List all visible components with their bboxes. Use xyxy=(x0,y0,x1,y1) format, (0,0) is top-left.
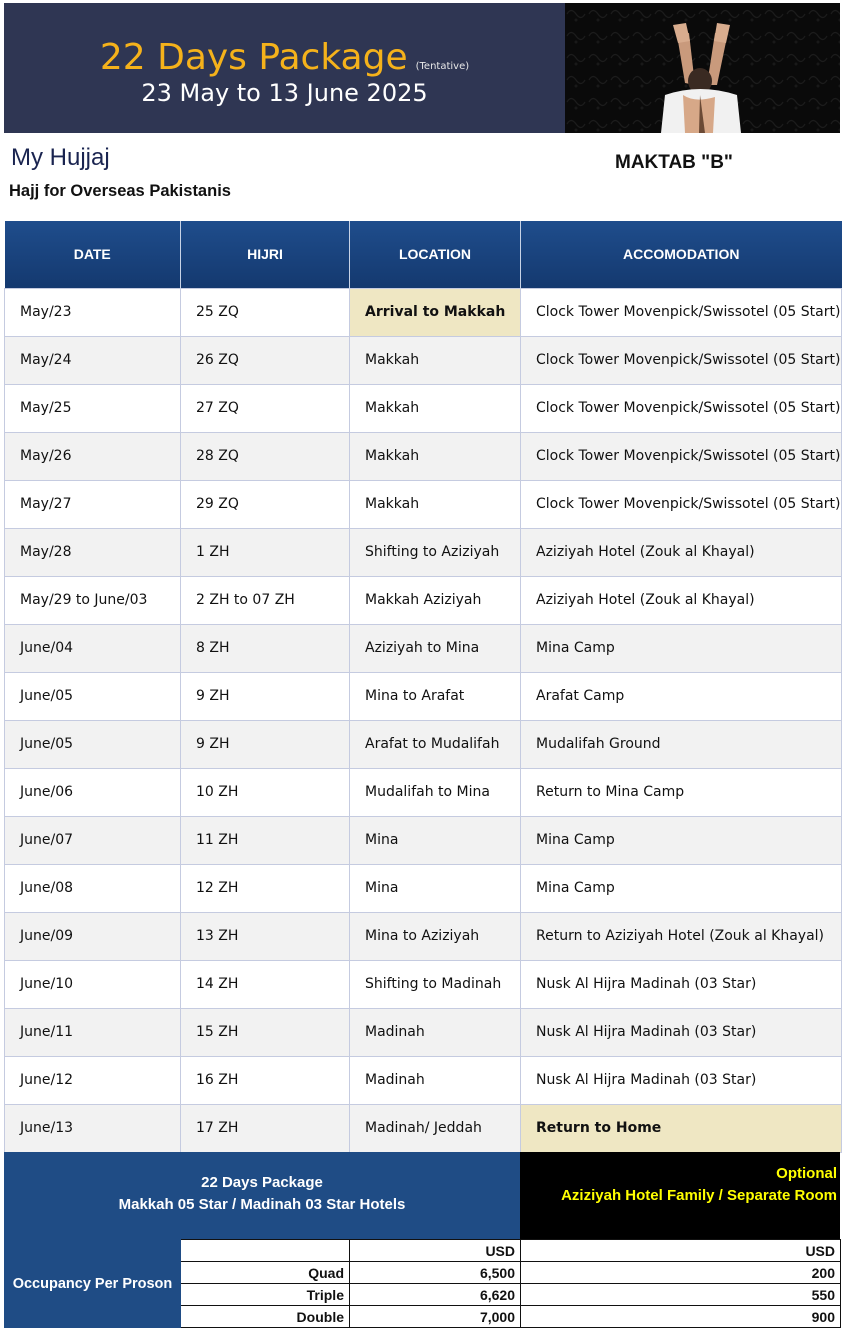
date-cell: May/25 xyxy=(5,384,181,432)
col-header-accommodation: ACCOMODATION xyxy=(521,221,842,288)
package-summary xyxy=(4,1152,520,1239)
table-row xyxy=(5,384,842,432)
table-row xyxy=(5,1056,842,1104)
room-type-cell: Double xyxy=(181,1306,350,1328)
table-row xyxy=(5,864,842,912)
optional-price-cell: 550 xyxy=(521,1284,841,1306)
hijri-cell: 9 ZH xyxy=(181,720,350,768)
package-summary-hotels: Makkah 05 Star / Madinah 03 Star Hotels xyxy=(118,1196,406,1213)
location-cell: Madinah xyxy=(350,1056,521,1104)
currency-optional: USD xyxy=(521,1240,841,1262)
optional-summary xyxy=(520,1152,840,1239)
date-cell: May/26 xyxy=(5,432,181,480)
pilgrim-kaaba-photo xyxy=(565,3,840,133)
date-cell: June/10 xyxy=(5,960,181,1008)
location-cell: Arafat to Mudalifah xyxy=(350,720,521,768)
banner-text-panel xyxy=(4,3,565,133)
pilgrim-illustration xyxy=(565,3,840,133)
location-cell: Mina xyxy=(350,816,521,864)
col-header-date: DATE xyxy=(5,221,181,288)
date-cell: June/05 xyxy=(5,672,181,720)
table-row xyxy=(5,288,842,336)
hijri-cell: 13 ZH xyxy=(181,912,350,960)
location-cell: Makkah xyxy=(350,480,521,528)
table-row xyxy=(5,672,842,720)
table-row xyxy=(5,1008,842,1056)
date-cell: June/06 xyxy=(5,768,181,816)
pricing-currency-row xyxy=(5,1240,841,1262)
optional-price-cell: 900 xyxy=(521,1306,841,1328)
table-row xyxy=(5,960,842,1008)
location-cell: Makkah xyxy=(350,384,521,432)
accommodation-cell: Mina Camp xyxy=(521,816,842,864)
date-cell: June/12 xyxy=(5,1056,181,1104)
table-row xyxy=(5,480,842,528)
package-dates: 23 May to 13 June 2025 xyxy=(141,79,428,107)
hijri-cell: 9 ZH xyxy=(181,672,350,720)
table-row xyxy=(5,768,842,816)
hijri-cell: 27 ZQ xyxy=(181,384,350,432)
currency-main: USD xyxy=(350,1240,521,1262)
room-type-cell xyxy=(181,1240,350,1262)
pricing-table xyxy=(4,1239,841,1328)
hijri-cell: 11 ZH xyxy=(181,816,350,864)
hijri-cell: 14 ZH xyxy=(181,960,350,1008)
col-header-hijri: HIJRI xyxy=(181,221,350,288)
accommodation-cell: Clock Tower Movenpick/Swissotel (05 Start) xyxy=(521,432,842,480)
price-cell: 6,500 xyxy=(350,1262,521,1284)
optional-description: Aziziyah Hotel Family / Separate Room xyxy=(561,1187,837,1204)
itinerary-header-row xyxy=(5,221,842,288)
date-cell: May/24 xyxy=(5,336,181,384)
hijri-cell: 1 ZH xyxy=(181,528,350,576)
hijri-cell: 29 ZQ xyxy=(181,480,350,528)
date-cell: June/07 xyxy=(5,816,181,864)
location-cell: Aziziyah to Mina xyxy=(350,624,521,672)
accommodation-cell: Mina Camp xyxy=(521,864,842,912)
price-cell: 7,000 xyxy=(350,1306,521,1328)
hijri-cell: 25 ZQ xyxy=(181,288,350,336)
occupancy-label: Occupancy Per Proson xyxy=(5,1240,181,1328)
table-row xyxy=(5,528,842,576)
table-row xyxy=(5,720,842,768)
date-cell: June/09 xyxy=(5,912,181,960)
optional-price-cell: 200 xyxy=(521,1262,841,1284)
hijri-cell: 10 ZH xyxy=(181,768,350,816)
room-type-cell: Quad xyxy=(181,1262,350,1284)
accommodation-cell: Nusk Al Hijra Madinah (03 Star) xyxy=(521,1056,842,1104)
location-cell: Makkah Aziziyah xyxy=(350,576,521,624)
location-cell: Mina xyxy=(350,864,521,912)
date-cell: May/29 to June/03 xyxy=(5,576,181,624)
hijri-cell: 26 ZQ xyxy=(181,336,350,384)
col-header-location: LOCATION xyxy=(350,221,521,288)
table-row xyxy=(5,912,842,960)
accommodation-cell: Clock Tower Movenpick/Swissotel (05 Start) xyxy=(521,288,842,336)
accommodation-cell: Mudalifah Ground xyxy=(521,720,842,768)
hijri-cell: 15 ZH xyxy=(181,1008,350,1056)
hijri-cell: 16 ZH xyxy=(181,1056,350,1104)
accommodation-cell: Return to Aziziyah Hotel (Zouk al Khayal) xyxy=(521,912,842,960)
date-cell: June/05 xyxy=(5,720,181,768)
location-cell: Makkah xyxy=(350,336,521,384)
location-cell: Mina to Aziziyah xyxy=(350,912,521,960)
hijri-cell: 12 ZH xyxy=(181,864,350,912)
accommodation-cell: Clock Tower Movenpick/Swissotel (05 Start) xyxy=(521,384,842,432)
accommodation-cell: Aziziyah Hotel (Zouk al Khayal) xyxy=(521,528,842,576)
location-cell: Mina to Arafat xyxy=(350,672,521,720)
location-cell: Madinah/ Jeddah xyxy=(350,1104,521,1152)
date-cell: May/23 xyxy=(5,288,181,336)
date-cell: June/04 xyxy=(5,624,181,672)
date-cell: May/27 xyxy=(5,480,181,528)
hijri-cell: 28 ZQ xyxy=(181,432,350,480)
table-row xyxy=(5,336,842,384)
hero-banner xyxy=(4,3,840,133)
room-type-cell: Triple xyxy=(181,1284,350,1306)
optional-title: Optional xyxy=(776,1165,837,1182)
table-row xyxy=(5,624,842,672)
table-row xyxy=(5,1104,842,1152)
location-cell: Madinah xyxy=(350,1008,521,1056)
date-cell: June/08 xyxy=(5,864,181,912)
accommodation-cell: Nusk Al Hijra Madinah (03 Star) xyxy=(521,1008,842,1056)
accommodation-cell: Nusk Al Hijra Madinah (03 Star) xyxy=(521,960,842,1008)
location-cell: Shifting to Aziziyah xyxy=(350,528,521,576)
date-cell: May/28 xyxy=(5,528,181,576)
accommodation-cell: Clock Tower Movenpick/Swissotel (05 Start) xyxy=(521,480,842,528)
price-cell: 6,620 xyxy=(350,1284,521,1306)
table-row xyxy=(5,432,842,480)
brand-name: My Hujjaj xyxy=(11,144,110,171)
location-cell: Makkah xyxy=(350,432,521,480)
accommodation-cell: Clock Tower Movenpick/Swissotel (05 Start) xyxy=(521,336,842,384)
table-row xyxy=(5,576,842,624)
maktab-label: MAKTAB "B" xyxy=(615,152,733,173)
location-cell: Shifting to Madinah xyxy=(350,960,521,1008)
date-cell: June/11 xyxy=(5,1008,181,1056)
location-cell: Mudalifah to Mina xyxy=(350,768,521,816)
package-summary-title: 22 Days Package xyxy=(201,1174,323,1191)
itinerary-table xyxy=(4,221,842,1153)
accommodation-cell: Aziziyah Hotel (Zouk al Khayal) xyxy=(521,576,842,624)
location-cell-highlight: Arrival to Makkah xyxy=(350,288,521,336)
table-row xyxy=(5,816,842,864)
package-title-main: 22 Days Package xyxy=(99,37,408,78)
accommodation-cell-highlight: Return to Home xyxy=(521,1104,842,1152)
accommodation-cell: Mina Camp xyxy=(521,624,842,672)
accommodation-cell: Return to Mina Camp xyxy=(521,768,842,816)
date-cell: June/13 xyxy=(5,1104,181,1152)
hijri-cell: 17 ZH xyxy=(181,1104,350,1152)
hijri-cell: 2 ZH to 07 ZH xyxy=(181,576,350,624)
tagline: Hajj for Overseas Pakistanis xyxy=(9,182,231,200)
hijri-cell: 8 ZH xyxy=(181,624,350,672)
tentative-label: (Tentative) xyxy=(415,61,470,72)
accommodation-cell: Arafat Camp xyxy=(521,672,842,720)
